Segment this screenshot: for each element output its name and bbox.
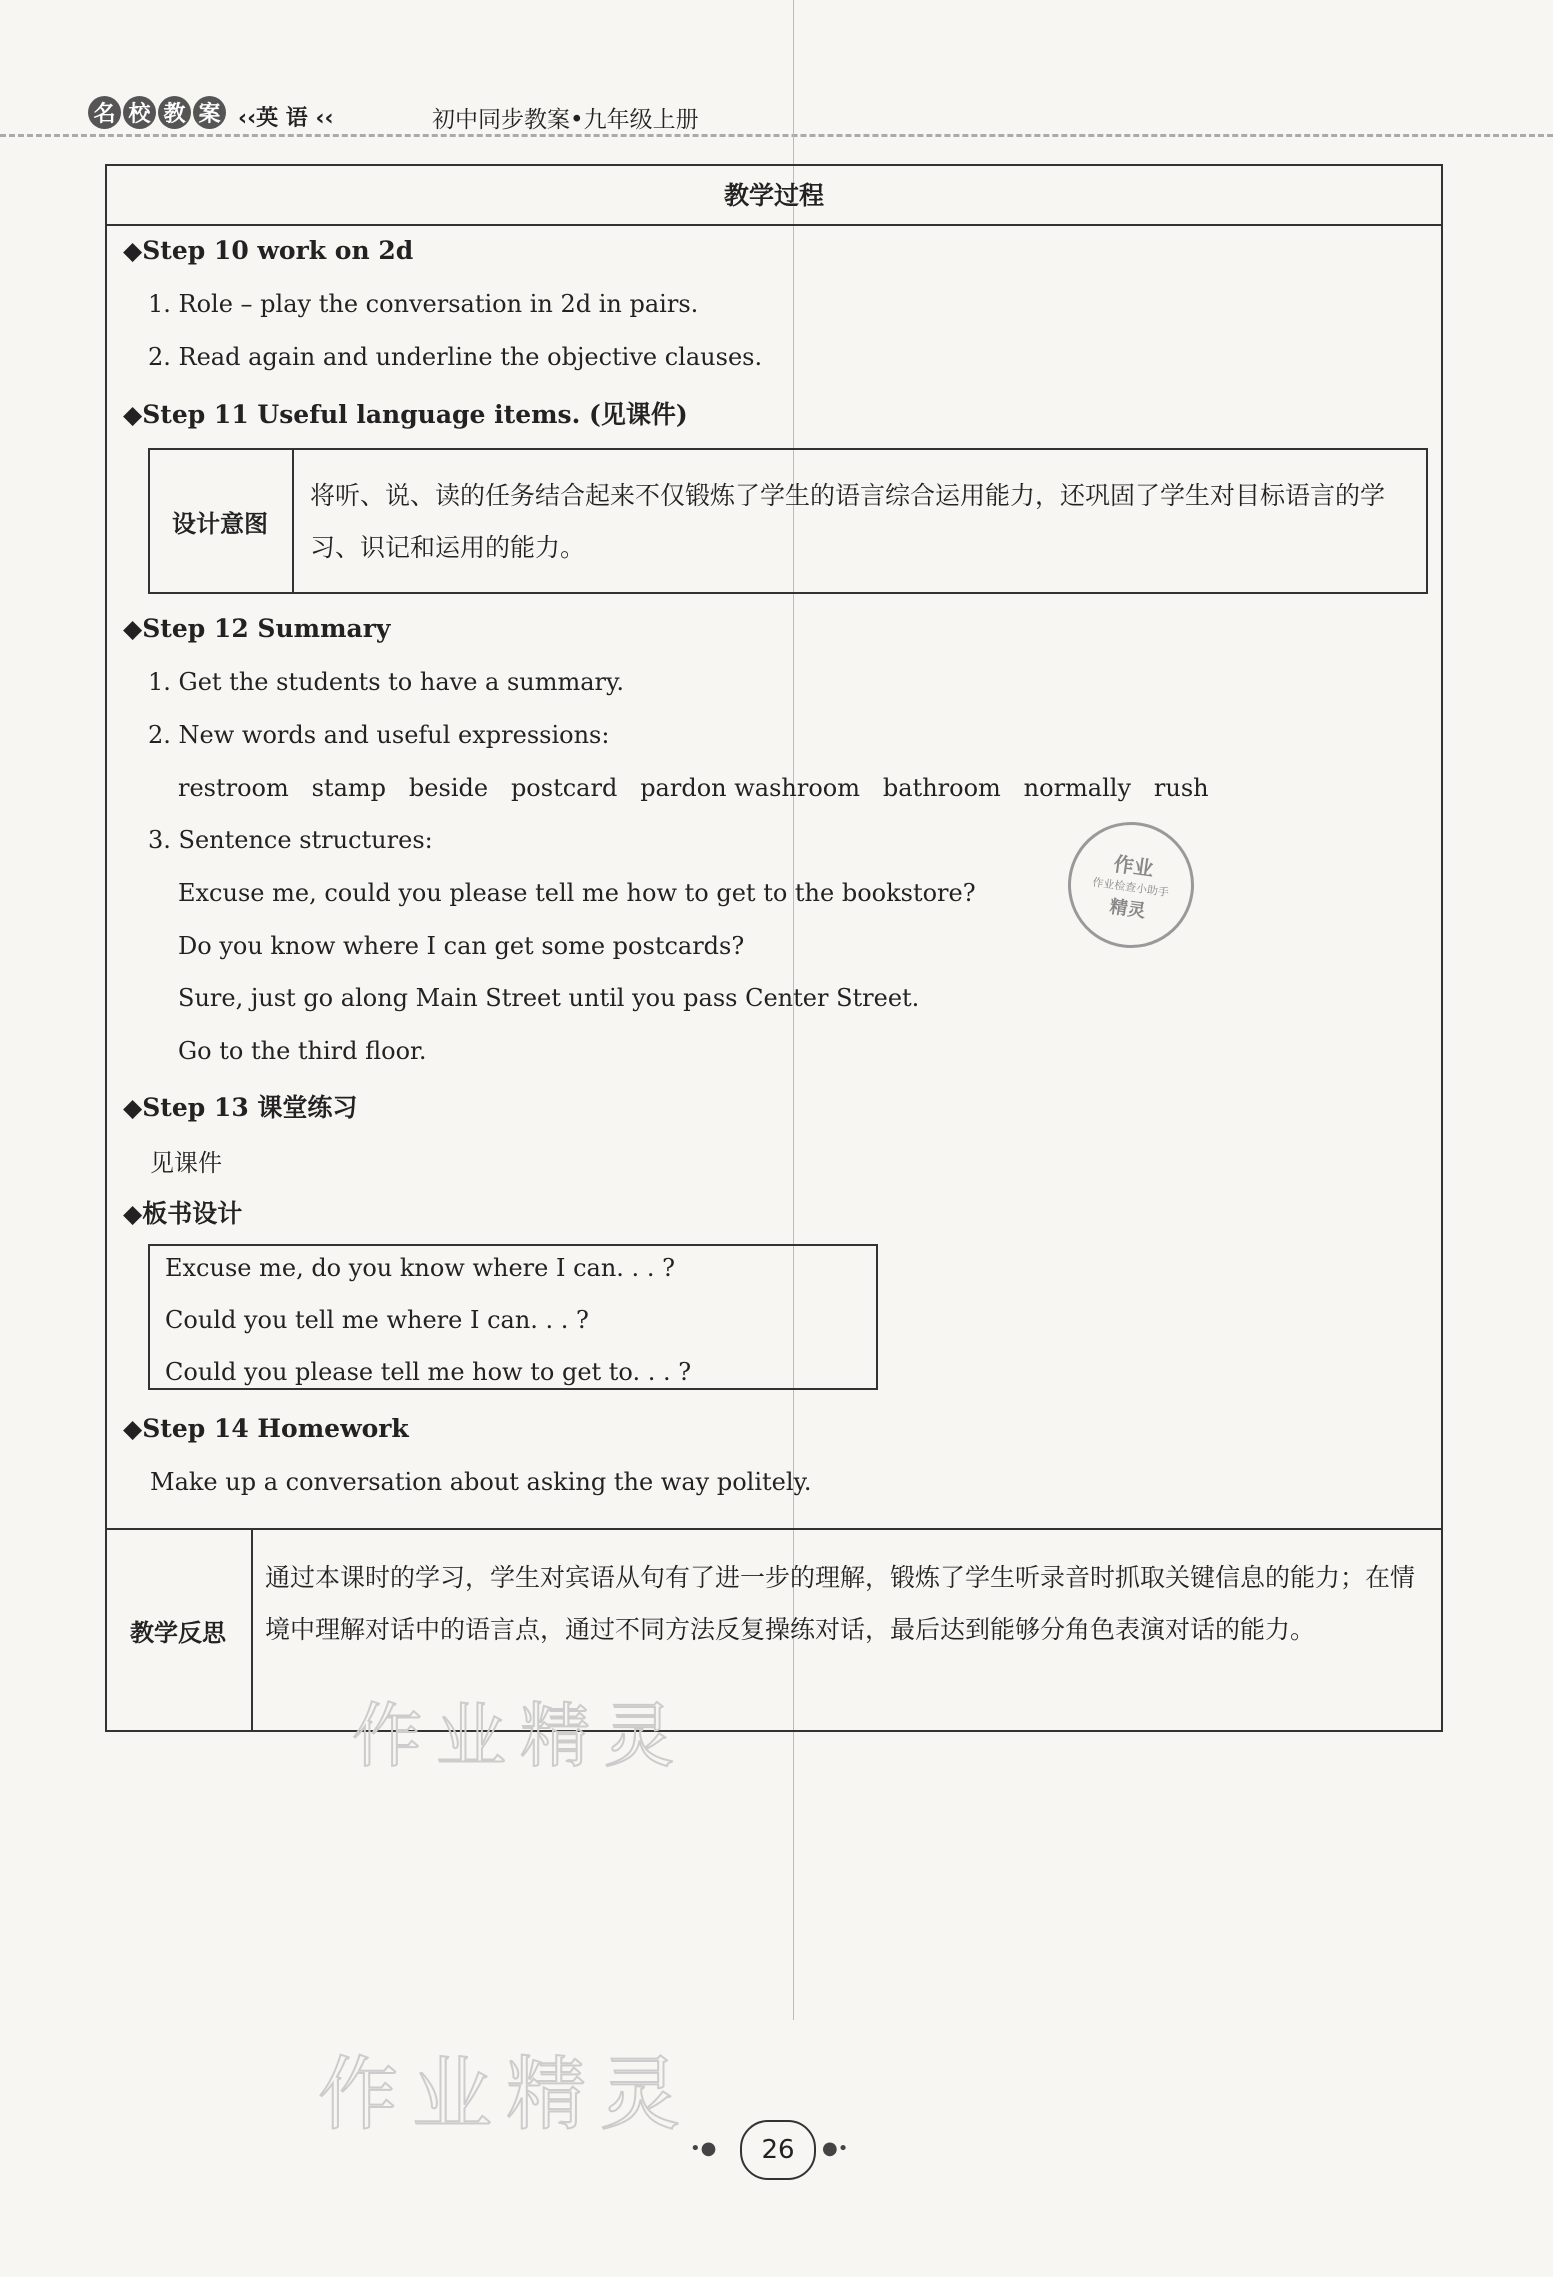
stamp-top-text: 作业 [1112, 851, 1156, 881]
step10-item: 2. Read again and underline the objective clauses. [148, 343, 763, 371]
step12-title: ◆Step 12 Summary [123, 614, 391, 643]
brand-char: 名 [88, 96, 121, 129]
board-line: Could you please tell me how to get to. . . ? [165, 1358, 692, 1386]
board-title: ◆板书设计 [123, 1199, 243, 1228]
brand-char: 案 [193, 96, 226, 129]
subject-label: ‹‹英 语 ‹‹ [238, 106, 334, 131]
page-number: 26 [740, 2120, 816, 2180]
watermark-text: 作业精灵 [352, 1695, 688, 1777]
step10-item: 1. Role – play the conversation in 2d in pairs. [148, 290, 699, 318]
page-ornament-left: •● [690, 2138, 717, 2159]
design-intent-label: 设计意图 [148, 448, 294, 594]
homework-text: Make up a conversation about asking the way politely. [150, 1468, 812, 1496]
sentence-structure: Do you know where I can get some postcards? [178, 932, 745, 960]
board-line: Excuse me, do you know where I can. . . ? [165, 1254, 675, 1282]
step12-item: 1. Get the students to have a summary. [148, 668, 625, 696]
reflection-divider [105, 1528, 1443, 1530]
step12-item: 2. New words and useful expressions: [148, 721, 610, 749]
brand-logo [88, 96, 226, 129]
header-divider [0, 134, 1553, 137]
book-title: 初中同步教案•九年级上册 [432, 107, 699, 133]
section-title: 教学过程 [105, 164, 1443, 226]
design-intent-text: 将听、说、读的任务结合起来不仅锻炼了学生的语言综合运用能力，还巩固了学生对目标语言的学习、识记和运用的能力。 [310, 481, 1386, 562]
board-line: Could you tell me where I can. . . ? [165, 1306, 589, 1334]
vocabulary-list: restroom stamp beside postcard pardon washroom bathroom normally rush [178, 774, 1209, 802]
brand-char: 校 [123, 96, 156, 129]
step10-title: ◆Step 10 work on 2d [123, 236, 414, 265]
brand-char: 教 [158, 96, 191, 129]
reflection-text: 通过本课时的学习，学生对宾语从句有了进一步的理解，锻炼了学生听录音时抓取关键信息的能力；在情境中理解对话中的语言点，通过不同方法反复操练对话，最后达到能够分角色表演对话的能力。 [265, 1563, 1416, 1644]
step14-title: ◆Step 14 Homework [123, 1414, 409, 1443]
step12-item: 3. Sentence structures: [148, 826, 433, 854]
watermark-text: 作业精灵 [318, 2048, 694, 2141]
sentence-structure: Excuse me, could you please tell me how to get to the bookstore? [178, 879, 976, 907]
stamp-middle-text: 作业检查小助手 [1091, 875, 1170, 899]
step11-title: ◆Step 11 Useful language items. (见课件) [123, 400, 688, 429]
sentence-structure: Go to the third floor. [178, 1037, 427, 1065]
step13-title: ◆Step 13 课堂练习 [123, 1093, 358, 1122]
reflection-label: 教学反思 [105, 1528, 253, 1732]
sentence-structure: Sure, just go along Main Street until you pass Center Street. [178, 984, 920, 1012]
step13-text: 见课件 [150, 1149, 222, 1177]
stamp-bottom-text: 精灵 [1108, 895, 1147, 922]
page-ornament-right: ●• [822, 2138, 849, 2159]
